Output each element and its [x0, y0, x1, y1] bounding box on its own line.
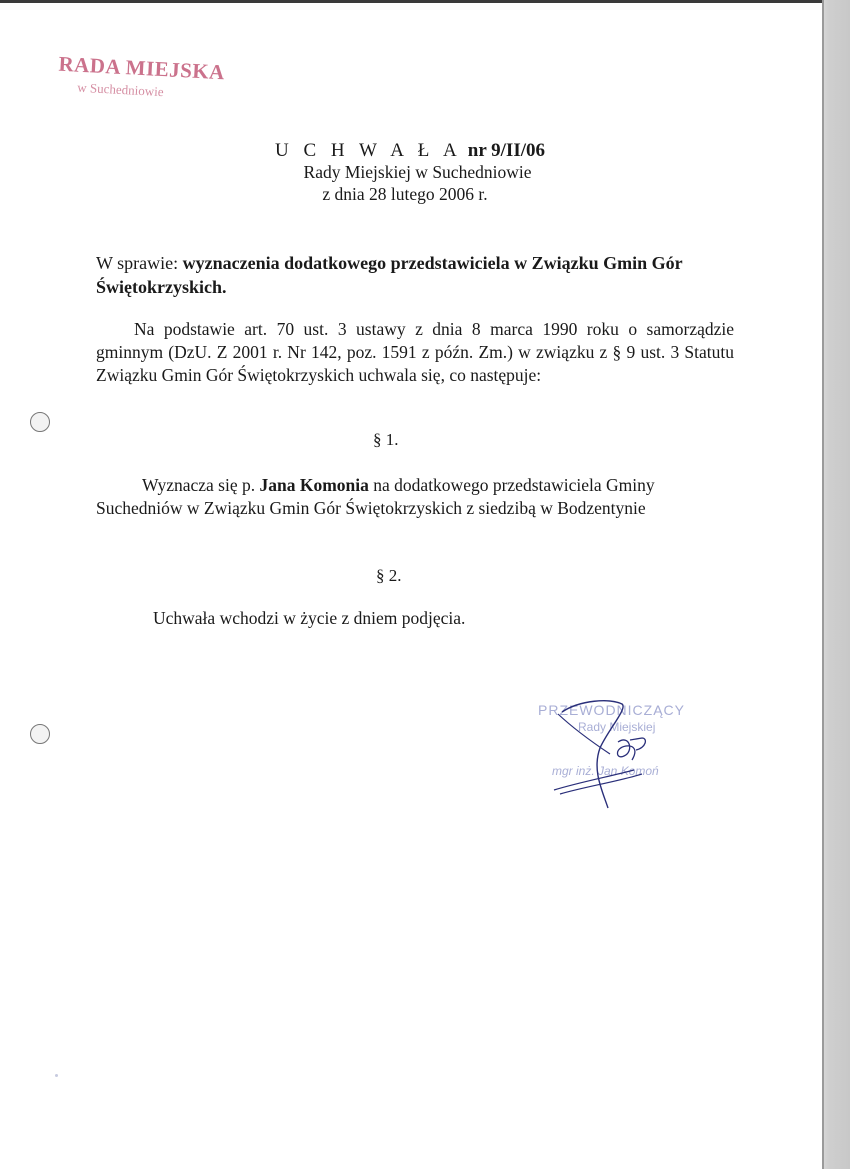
handwritten-signature [530, 690, 730, 820]
regarding-subject: wyznaczenia dodatkowego przedstawiciela w Związku Gmin Gór Świętokrzyskich. [96, 253, 683, 297]
section-1-lead: Wyznacza się p. [142, 475, 256, 495]
chairman-signature-stamp [530, 690, 730, 820]
punch-hole-lower [30, 724, 50, 744]
section-2-mark: § 2. [376, 566, 402, 585]
issuing-body: Rady Miejskiej w Suchedniowie [303, 162, 532, 182]
scan-speck [55, 1074, 58, 1077]
regarding-line [96, 251, 736, 299]
punch-hole-upper [30, 412, 50, 432]
council-stamp-line2: w Suchedniowie [77, 79, 164, 100]
council-stamp [57, 52, 225, 104]
section-2-text: Uchwała wchodzi w życie z dniem podjęcia. [153, 608, 466, 628]
section-1-rest: na dodatkowego przedstawiciela Gminy Suchedniów w Związku Gmin Gór Świętokrzyskich z siedzibą w Bodzentynie [96, 475, 655, 518]
representative-name: Jana Komonia [259, 475, 369, 495]
legal-basis-paragraph: Na podstawie art. 70 ust. 3 ustawy z dnia 8 marca 1990 roku o samorządzie gminnym (DzU. Z 2001 r. Nr 142, poz. 1591 z późn. Zm.) w związku z § 9 ust. 3 Statutu Związku Gmin Gór Świętokrzyskich uchwala się, co następuje: [96, 319, 734, 385]
section-1-text [96, 474, 736, 520]
signature-stamp-line3: mgr inż. Jan Komoń [552, 764, 659, 778]
title-label: U C H W A Ł A [274, 140, 462, 161]
document-title [0, 140, 820, 162]
resolution-date: z dnia 28 lutego 2006 r. [322, 184, 488, 204]
section-1-mark: § 1. [373, 430, 399, 449]
signature-stamp-line1: PRZEWODNICZĄCY [538, 702, 685, 718]
regarding-prefix: W sprawie: [96, 253, 179, 273]
resolution-number: nr 9/II/06 [467, 140, 546, 161]
council-stamp-line1: RADA MIEJSKA [57, 51, 226, 85]
signature-stamp-line2: Rady Miejskiej [578, 720, 656, 734]
scan-top-edge [0, 0, 822, 3]
